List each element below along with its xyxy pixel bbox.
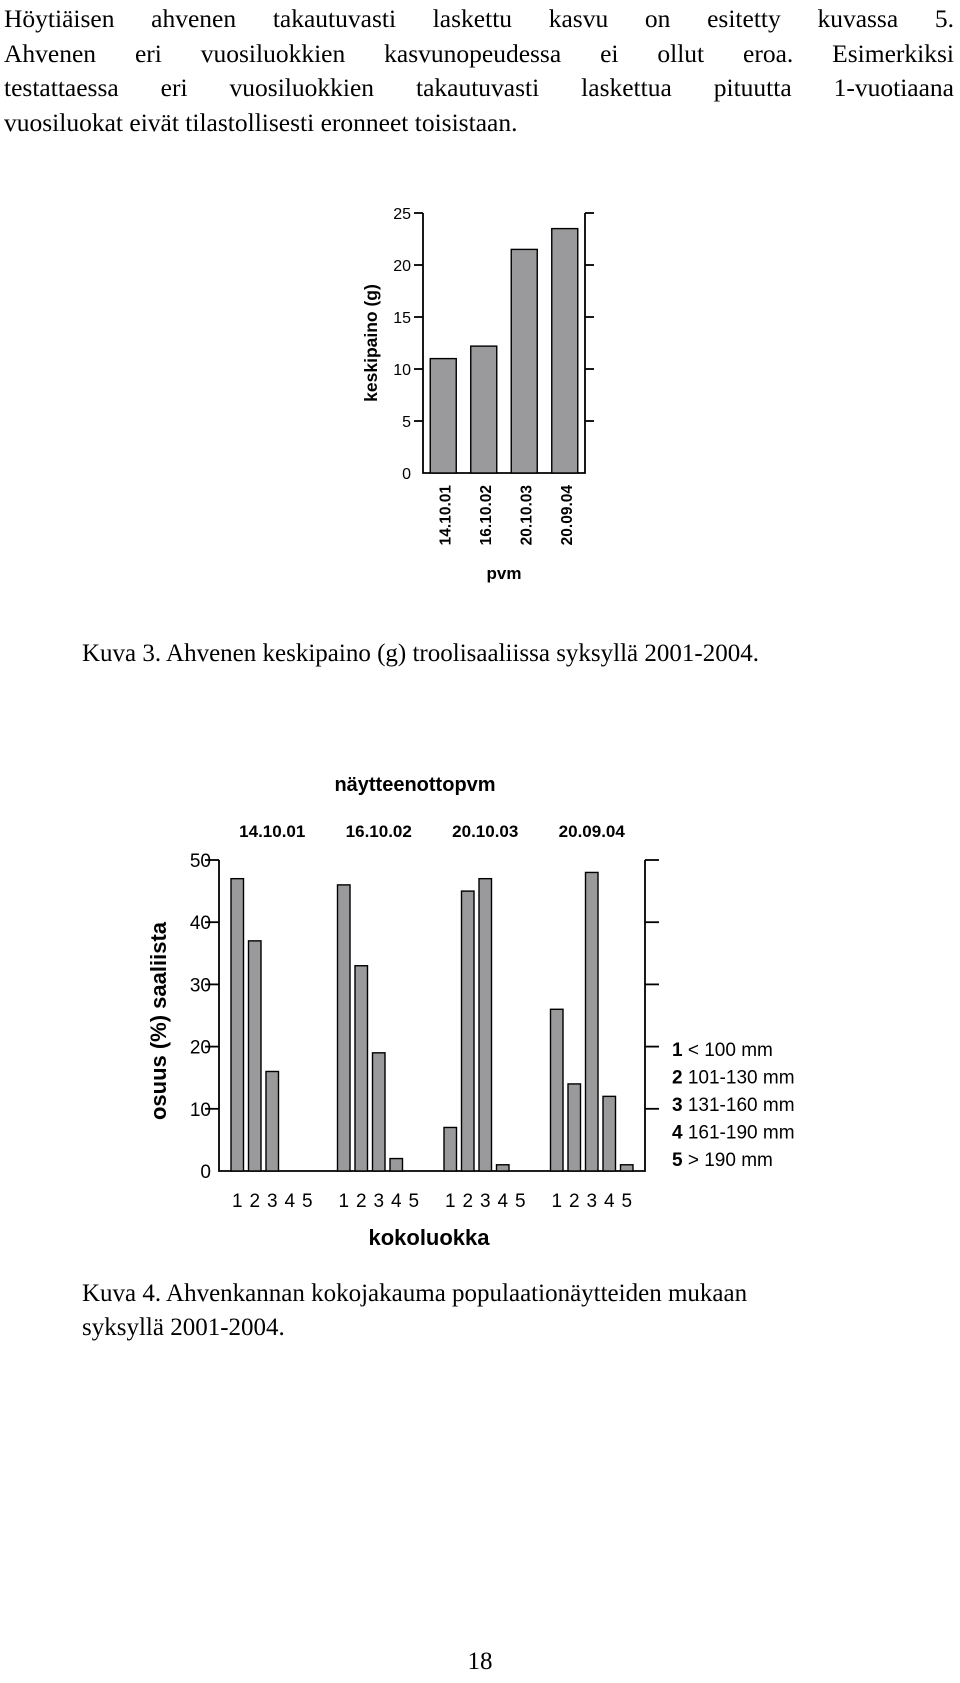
figure4-bar: [621, 1165, 634, 1171]
figure3-caption: Kuva 3. Ahvenen keskipaino (g) troolisaaliissa syksyllä 2001-2004.: [82, 640, 759, 667]
figure4-y-axis-title: osuus (%) saaliista: [146, 921, 171, 1121]
figure4-group-label: 16.10.02: [345, 822, 412, 841]
figure4-bar: [373, 1053, 386, 1171]
figure4-ytick-label: 0: [200, 1162, 211, 1183]
figure4-group-label: 14.10.01: [239, 822, 306, 841]
figure4-bar: [444, 1127, 457, 1171]
figure4-legend-key: 5: [672, 1150, 683, 1171]
figure4-xtick-label: 2: [462, 1191, 474, 1212]
figure4-caption-line2: syksyllä 2001-2004.: [82, 1314, 285, 1341]
figure3-ytick-label: 10: [393, 362, 411, 379]
intro-line: testattaessa eri vuosiluokkien takautuvasti laskettua pituutta 1-vuotiaana: [4, 73, 954, 102]
figure4-chart-title: näytteenottopvm: [334, 774, 496, 796]
figure4-bar: [479, 879, 492, 1171]
figure4-group-label: 20.10.03: [452, 822, 519, 841]
figure4-ytick-label: 50: [189, 851, 211, 872]
figure4-bar: [338, 885, 351, 1171]
figure4-bar: [551, 1009, 564, 1171]
figure4-bar: [266, 1071, 279, 1171]
figure4-bar: [586, 872, 599, 1171]
figure4-legend-text: < 100 mm: [682, 1040, 773, 1061]
figure4-xtick-label: 5: [621, 1191, 633, 1212]
figure4-legend-key: 4: [672, 1122, 683, 1144]
figure4-xtick-label: 3: [373, 1191, 385, 1212]
figure4-legend-key: 2: [672, 1067, 683, 1089]
figure4-bar: [462, 891, 475, 1171]
figure4-xtick-label: 2: [355, 1191, 367, 1212]
figure3-xtick-label: 14.10.01: [437, 485, 455, 546]
figure4-ytick-label: 40: [189, 913, 211, 935]
figure4-xtick-label: 1: [338, 1191, 350, 1212]
figure3-ytick-label: 15: [393, 310, 411, 327]
figure3-ytick-label: 20: [393, 258, 411, 275]
figure4-xtick-label: 1: [231, 1191, 243, 1212]
figure3-xtick-label: 20.09.04: [558, 485, 576, 546]
figure4-legend-text: > 190 mm: [682, 1150, 773, 1171]
figure4-xtick-label: 5: [514, 1191, 526, 1212]
figure4-legend-entry: [672, 1095, 795, 1116]
figure3-ytick-label: 5: [402, 414, 411, 431]
figure4-ytick-label: 20: [189, 1037, 211, 1059]
figure4-legend-text: 101-130 mm: [682, 1067, 795, 1089]
figure4-legend-entry: [672, 1040, 773, 1061]
figure3-xtick-label: 20.10.03: [518, 485, 536, 546]
figure4-xtick-label: 5: [408, 1191, 420, 1212]
figure4-bar: [390, 1159, 403, 1171]
figure4-bar: [568, 1084, 581, 1171]
figure4-xtick-label: 3: [266, 1191, 278, 1212]
figure4-group-label: 20.09.04: [558, 822, 625, 841]
figure4-xtick-label: 4: [497, 1191, 509, 1212]
figure4-bar: [603, 1096, 616, 1171]
figure4-xtick-label: 3: [479, 1191, 491, 1212]
figure4-bar: [497, 1165, 510, 1171]
intro-line: Ahvenen eri vuosiluokkien kasvunopeudessa ei ollut eroa. Esimerkiksi: [4, 38, 954, 68]
figure4-ytick-label: 30: [189, 975, 211, 997]
figure4-bar: [249, 941, 262, 1171]
figure4-ytick-label: 10: [189, 1099, 211, 1121]
figure4-bar: [355, 966, 368, 1171]
figure4-bar: [231, 879, 244, 1171]
figure4-xtick-label: 2: [249, 1191, 261, 1212]
figure4-xtick-label: 4: [390, 1191, 402, 1212]
intro-line: vuosiluokat eivät tilastollisesti eronneet toisistaan.: [4, 107, 518, 137]
figure4-legend-text: 161-190 mm: [682, 1122, 795, 1144]
figure4-legend-text: 131-160 mm: [682, 1095, 795, 1116]
figure4-legend-key: 1: [672, 1040, 683, 1061]
figure4-xtick-label: 1: [444, 1191, 456, 1212]
figure4-x-axis-title: kokoluokka: [368, 1225, 490, 1250]
figure4-xtick-label: 4: [603, 1191, 615, 1212]
figure4-xtick-label: 2: [568, 1191, 580, 1212]
figure3-xtick-label: 16.10.02: [477, 485, 495, 546]
figure4-xtick-label: 5: [301, 1191, 313, 1212]
figure3-x-axis-title: pvm: [486, 564, 522, 583]
figure4-caption-line1: Kuva 4. Ahvenkannan kokojakauma populaationäytteiden mukaan: [82, 1280, 748, 1307]
figure3-ytick-label: 25: [393, 206, 411, 223]
figure3-ytick-label: 0: [402, 466, 411, 483]
figure4-legend-key: 3: [672, 1095, 683, 1116]
figure4-legend-entry: [672, 1123, 795, 1144]
figure4-xtick-label: 3: [586, 1191, 598, 1212]
figure4-xtick-label: 1: [551, 1191, 563, 1212]
figure4-legend-entry: [672, 1068, 795, 1089]
figure3-y-axis-title: keskipaino (g): [361, 284, 381, 402]
page-number: 18: [467, 1648, 493, 1675]
figure4-legend-entry: [672, 1150, 773, 1171]
figure4-xtick-label: 4: [284, 1191, 296, 1212]
intro-line: Höytiäisen ahvenen takautuvasti laskettu kasvu on esitetty kuvassa 5.: [4, 4, 954, 33]
